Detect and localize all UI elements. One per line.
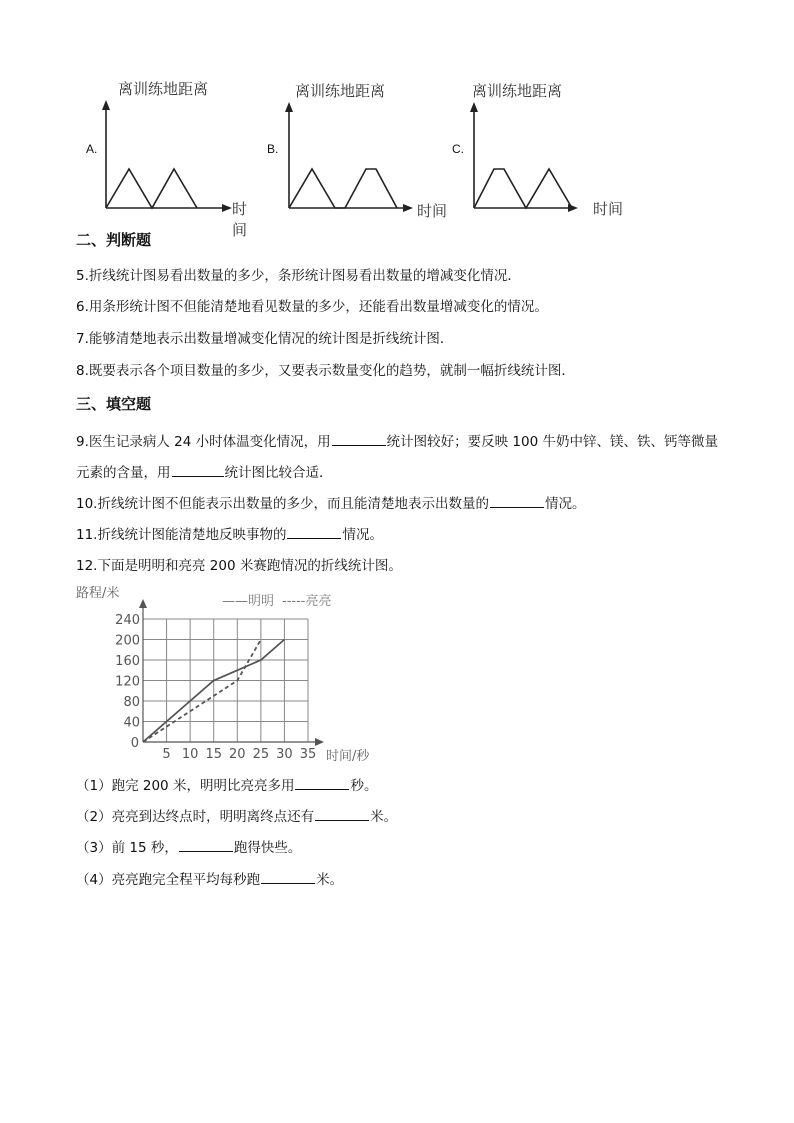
section-heading: 二、判断题 xyxy=(76,231,152,249)
sub1-text-b: 秒。 xyxy=(350,778,378,794)
sub2-text-a: （2）亮亮到达终点时，明明离终点还有 xyxy=(76,809,315,825)
option-chart-c xyxy=(450,78,650,218)
option-label: C. xyxy=(452,142,464,156)
x-tick-label: 30 xyxy=(276,747,293,762)
option-chart-xlabel: 时间 xyxy=(593,200,624,218)
question-12: 12.下面是明明和亮亮 200 米赛跑情况的折线统计图。 xyxy=(76,558,402,574)
answer-blank[interactable] xyxy=(315,806,369,821)
origin-label: 0 xyxy=(130,736,139,751)
option-chart-b-plot xyxy=(279,78,429,218)
answer-blank[interactable] xyxy=(179,837,233,852)
x-tick-label: 15 xyxy=(205,747,222,762)
q9-text-c: 元素的含量，用 xyxy=(76,465,171,481)
option-label: B. xyxy=(267,142,279,156)
question-8: 8.既要表示各个项目数量的多少，又要表示数量变化的趋势，就制一幅折线统计图． xyxy=(76,363,575,379)
x-axis-arrow xyxy=(315,738,324,746)
legend-item-liangliang: -----亮亮 xyxy=(282,594,332,609)
q11-text-a: 11.折线统计图能清楚地反映事物的 xyxy=(76,527,287,543)
x-tick-label: 20 xyxy=(229,747,246,762)
q10-text-b: 情况。 xyxy=(544,496,586,512)
x-tick-label: 10 xyxy=(181,747,199,762)
legend-item-mingming: ——明明 xyxy=(222,594,275,609)
option-chart-title: 离训练地距离 xyxy=(118,80,209,98)
x-axis-label: 时间/秒 xyxy=(326,749,370,762)
option-chart-c-plot xyxy=(464,78,614,218)
y-tick-label: 160 xyxy=(115,654,140,669)
question-10 xyxy=(76,493,585,514)
option-chart-title: 离训练地距离 xyxy=(472,82,563,100)
sub3-text-b: 跑得快些。 xyxy=(233,840,302,856)
answer-blank[interactable] xyxy=(287,524,341,539)
question-9-line2 xyxy=(76,462,333,483)
answer-blank[interactable] xyxy=(261,869,315,884)
q9-text-b: 统计图较好；要反映 100 牛奶中锌、镁、铁、钙等微量 xyxy=(386,434,718,450)
sub3-text-a: （3）前 15 秒， xyxy=(76,840,178,856)
answer-blank[interactable] xyxy=(332,431,386,446)
answer-blank[interactable] xyxy=(172,462,224,477)
q9-text-a: 9.医生记录病人 24 小时体温变化情况，用 xyxy=(76,434,331,450)
y-tick-label: 80 xyxy=(123,695,140,710)
x-tick-label: 5 xyxy=(162,747,171,762)
option-chart-b xyxy=(265,78,465,218)
option-chart-title: 离训练地距离 xyxy=(295,82,386,100)
section-heading: 三、填空题 xyxy=(76,395,152,413)
answer-blank[interactable] xyxy=(295,775,349,790)
sub-question-3 xyxy=(76,837,301,858)
sub2-text-b: 米。 xyxy=(370,809,398,825)
question-11 xyxy=(76,524,383,545)
question-9-line1 xyxy=(76,431,718,452)
sub-question-4 xyxy=(76,869,343,890)
question-5: 5.折线统计图易看出数量的多少，条形统计图易看出数量的增减变化情况． xyxy=(76,268,521,284)
sub-question-2 xyxy=(76,806,397,827)
option-chart-a-plot xyxy=(94,78,244,218)
y-tick-label: 240 xyxy=(115,613,140,628)
q11-text-b: 情况。 xyxy=(342,527,383,543)
question-7: 7.能够清楚地表示出数量增减变化情况的统计图是折线统计图． xyxy=(76,331,454,347)
option-chart-xlabel: 时间 xyxy=(232,200,248,239)
y-tick-label: 200 xyxy=(115,633,140,649)
q9-text-d: 统计图比较合适． xyxy=(224,465,333,481)
x-tick-label: 25 xyxy=(252,747,270,762)
question-6: 6.用条形统计图不但能清楚地看见数量的多少，还能看出数量增减变化的情况。 xyxy=(76,299,548,315)
sub-question-1 xyxy=(76,775,377,796)
sub4-text-b: 米。 xyxy=(316,872,344,888)
sub1-text-a: （1）跑完 200 米，明明比亮亮多用 xyxy=(76,778,295,794)
answer-blank[interactable] xyxy=(490,493,544,508)
option-chart-a xyxy=(84,78,248,239)
sub4-text-a: （4）亮亮跑完全程平均每秒跑 xyxy=(76,872,261,888)
option-chart-xlabel: 时间 xyxy=(417,202,448,220)
x-tick-label: 35 xyxy=(299,747,317,762)
q10-text-a: 10.折线统计图不但能表示出数量的多少，而且能清楚地表示出数量的 xyxy=(76,496,489,512)
y-axis-label: 路程/米 xyxy=(76,586,120,601)
y-tick-label: 120 xyxy=(115,674,140,690)
y-tick-label: 40 xyxy=(123,715,140,731)
option-label: A. xyxy=(86,142,98,156)
y-axis-arrow xyxy=(139,599,147,608)
race-line-chart xyxy=(72,582,372,762)
